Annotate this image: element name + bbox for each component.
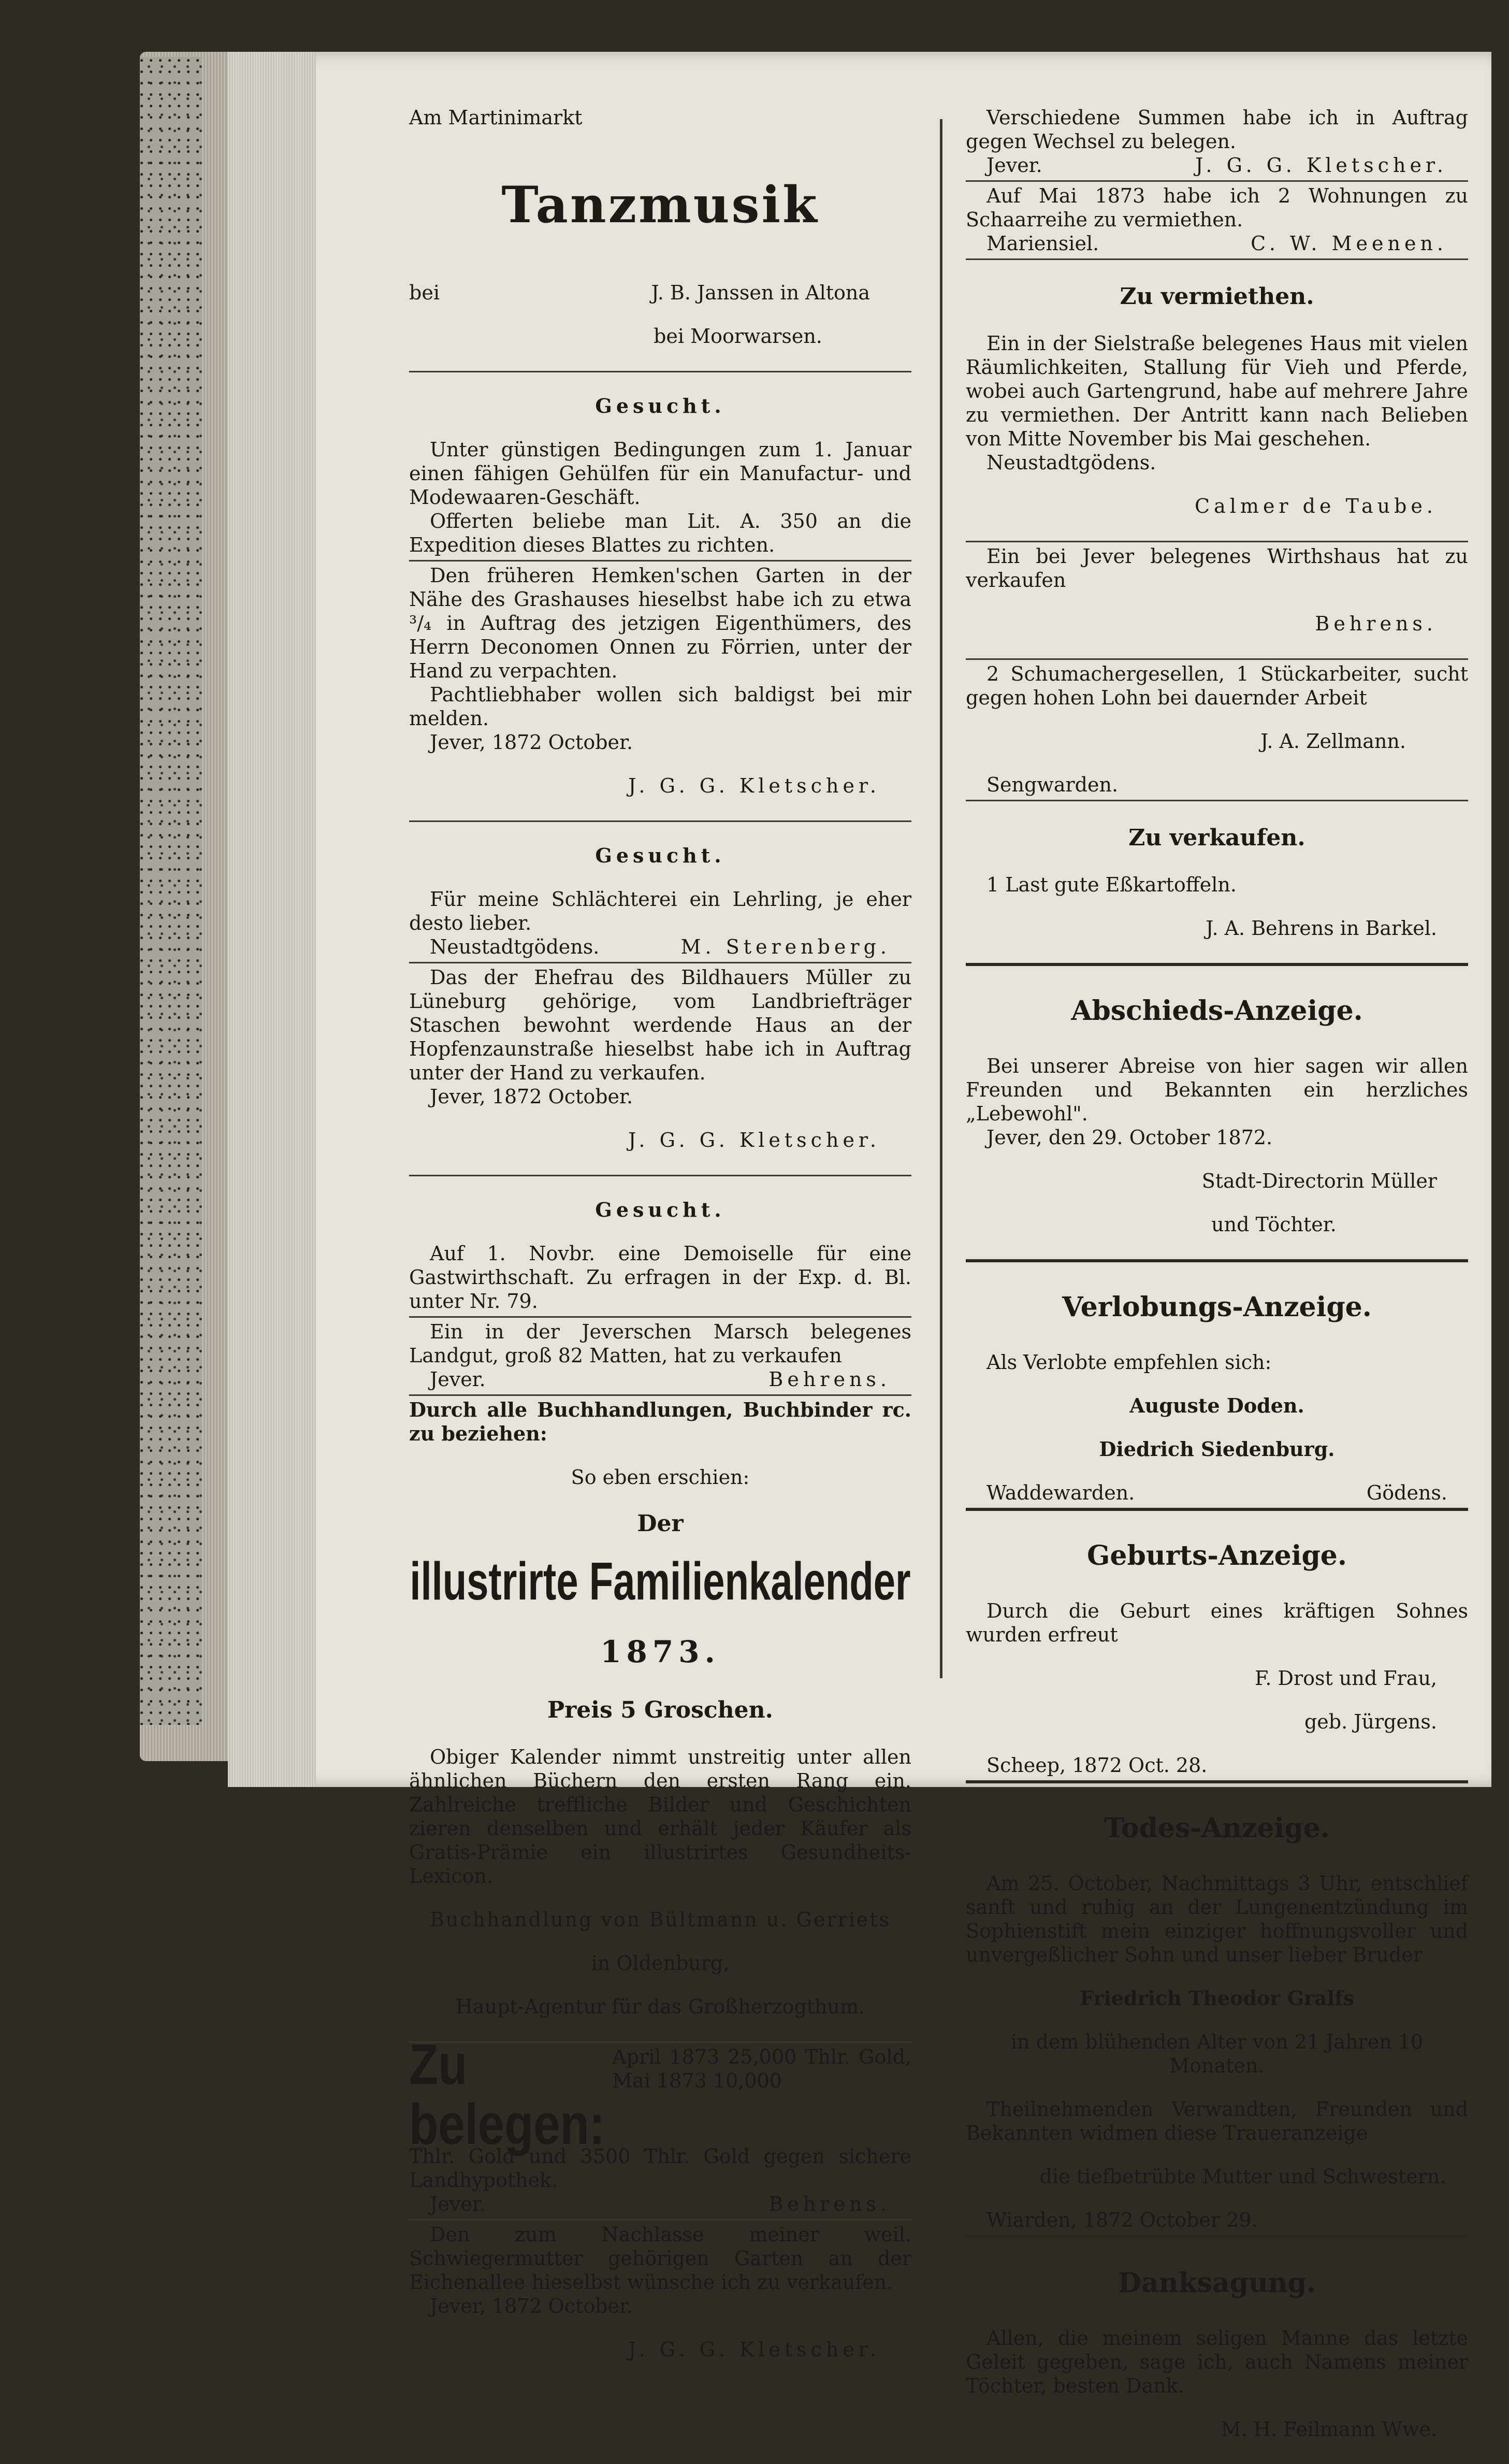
vermiethen-place: Neustadtgödens. (986, 451, 1156, 474)
verlobung-text: Als Verlobte empfehlen sich: (986, 1351, 1272, 1374)
garten-text: Den früheren Hemken'schen Garten in der Nähe des Grashauses hieselbst habe ich zu etwa ³/₄ in Auftrag des jetzigen Eigenthümers, des Herrn Deconomen Onnen zu Förrien, unter der Hand zu verpachten. (409, 564, 911, 682)
tanz-name: J. B. Janssen in Altona (651, 281, 870, 304)
summen-signature: J. G. G. Kletscher. (1195, 154, 1447, 177)
dank-heading: Danksagung. (1118, 2267, 1316, 2299)
kalender-intro: Durch alle Buchhandlungen, Buchbinder rc. zu beziehen: (409, 1398, 911, 1445)
todes-text-3: Theilnehmenden Verwandten, Freunden und Bekannten widmen diese Traueranzeige (966, 2098, 1468, 2144)
gesucht3-text: Auf 1. Novbr. eine Demoiselle für eine Gastwirthschaft. Zu erfragen in der Exp. d. Bl. unter Nr. 79. (409, 1242, 911, 1313)
todes-date: Wiarden, 1872 October 29. (986, 2209, 1258, 2231)
ad-wirthshaus (966, 542, 1468, 660)
todes-name: Friedrich Theodor Gralfs (1080, 1986, 1354, 2010)
ad-danksagung (966, 2238, 1468, 2464)
verkaufen-text: 1 Last gute Eßkartoffeln. (986, 873, 1237, 896)
belegen-signature: Behrens. (768, 2193, 891, 2215)
wirthshaus-text: Ein bei Jever belegenes Wirthshaus hat zu verkaufen (966, 545, 1468, 592)
tanz-line1: Am Martinimarkt (409, 106, 583, 129)
ad-gesucht-3 (409, 1176, 911, 1318)
gesucht1-heading: Gesucht. (595, 394, 726, 417)
verlobung-name-1: Auguste Doden. (1129, 1394, 1304, 1417)
kalender-soeben: So eben erschien: (571, 1466, 750, 1489)
left-column (409, 104, 911, 2384)
geburt-signature-2: geb. Jürgens. (1304, 1710, 1437, 1733)
belegen-text1: April 1873 25,000 Thlr. Gold, Mai 1873 10,000 (612, 2045, 911, 2092)
kalender-city: in Oldenburg, (591, 1952, 730, 1975)
wohnungen-text: Auf Mai 1873 habe ich 2 Wohnungen zu Schaarreihe zu vermiethen. (966, 184, 1468, 231)
geburt-date: Scheep, 1872 Oct. 28. (986, 1754, 1208, 1777)
landgut-text: Ein in der Jeverschen Marsch belegenes Landgut, groß 82 Matten, hat zu verkaufen (409, 1320, 911, 1367)
abschied-signature-2: und Töchter. (1211, 1213, 1337, 1236)
geburt-text: Durch die Geburt eines kräftigen Sohnes wurden erfreut (966, 1600, 1468, 1646)
nachlass-text: Den zum Nachlasse meiner weil. Schwiegermutter gehörigen Garten an der Eichenallee hieselbst wünsche ich zu verkaufen. (409, 2223, 911, 2294)
dank-signature: M. H. Feilmann Wwe. (1221, 2418, 1437, 2441)
schumacher-signature: J. A. Zellmann. (1260, 730, 1406, 753)
gesucht2-text: Für meine Schlächterei ein Lehrling, je eher desto lieber. (409, 888, 911, 934)
garten-text2: Pachtliebhaber wollen sich baldigst bei mir melden. (409, 683, 911, 730)
ad-nachlass (409, 2221, 911, 2384)
schumacher-place: Sengwarden. (986, 773, 1119, 796)
todes-signature: die tiefbetrübte Mutter und Schwestern. (1039, 2165, 1446, 2188)
vermiethen-text: Ein in der Sielstraße belegenes Haus mit vielen Räumlichkeiten, Stallung für Vieh und Pferde, wobei auch Gartengrund, habe auf mehrere Jahre zu vermiethen. Der Antritt kann nach Belieben von Mitte November bis Mai geschehen. (966, 332, 1468, 450)
belegen-text2: Thlr. Gold und 3500 Thlr. Gold gegen sichere Landhypothek. (409, 2145, 911, 2192)
vermiethen-heading: Zu vermiethen. (1120, 283, 1314, 310)
nachlass-signature: J. G. G. Kletscher. (628, 2338, 880, 2361)
todes-text-2: in dem blühenden Alter von 21 Jahren 10 Monaten. (1010, 2030, 1424, 2077)
verlobung-place-2: Gödens. (1366, 1481, 1447, 1504)
page-stack (228, 52, 316, 1787)
ad-zu-belegen (409, 2033, 911, 2221)
haus-date: Jever, 1872 October. (430, 1085, 633, 1108)
abschied-heading: Abschieds-Anzeige. (1071, 995, 1363, 1027)
belegen-place: Jever. (430, 2193, 486, 2215)
gesucht1-text2: Offerten beliebe man Lit. A. 350 an die Expedition dieses Blattes zu richten. (409, 510, 911, 556)
summen-text: Verschiedene Summen habe ich in Auftrag gegen Wechsel zu belegen. (966, 106, 1468, 153)
gesucht3-heading: Gesucht. (595, 1198, 726, 1221)
gesucht2-signature: M. Sterenberg. (680, 935, 891, 958)
wohnungen-place: Mariensiel. (986, 232, 1099, 255)
abschied-date: Jever, den 29. October 1872. (986, 1126, 1273, 1149)
ad-landgut (409, 1318, 911, 1396)
garten-date: Jever, 1872 October. (430, 731, 633, 754)
ad-schumacher (966, 660, 1468, 801)
kalender-agency: Haupt-Agentur für das Großherzogthum. (455, 1995, 865, 2018)
verlobung-place-1: Waddewarden. (986, 1481, 1135, 1504)
ad-verlobung (966, 1262, 1468, 1511)
vermiethen-signature: Calmer de Taube. (1195, 495, 1437, 517)
ad-zu-verkaufen (966, 801, 1468, 966)
ad-todes (966, 1783, 1468, 2238)
ad-summen (966, 104, 1468, 182)
verkaufen-heading: Zu verkaufen. (1128, 825, 1305, 851)
summen-place: Jever. (986, 154, 1042, 177)
todes-heading: Todes-Anzeige. (1104, 1812, 1330, 1844)
tanz-bei: bei (409, 281, 440, 304)
landgut-signature: Behrens. (768, 1368, 891, 1391)
ad-geburt (966, 1511, 1468, 1783)
dank-text: Allen, die meinem seligen Manne das letzte Geleit gegeben, sage ich, auch Namens meiner Töchter, besten Dank. (966, 2327, 1468, 2397)
gesucht1-text1: Unter günstigen Bedingungen zum 1. Januar einen fähigen Gehülfen für ein Manufactur- und Modewaaren-Geschäft. (409, 438, 911, 509)
gesucht2-heading: Gesucht. (595, 844, 726, 867)
ad-gesucht-1 (409, 372, 911, 561)
ad-zu-vermiethen (966, 260, 1468, 542)
kalender-shop: Buchhandlung von Bültmann u. Gerriets (429, 1908, 891, 1931)
landgut-place: Jever. (430, 1368, 486, 1391)
geburt-signature-1: F. Drost und Frau, (1254, 1667, 1437, 1690)
marbled-page-edge (140, 57, 202, 1725)
right-column (966, 104, 1468, 2464)
tanz-title: Tanzmusik (501, 176, 819, 234)
kalender-der: Der (637, 1510, 684, 1537)
kalender-year: 1873. (600, 1634, 720, 1669)
ad-garten (409, 561, 911, 822)
ad-wohnungen (966, 182, 1468, 260)
abschied-signature-1: Stadt-Directorin Müller (1201, 1170, 1437, 1192)
kalender-title: illustrirte Familienkalender (410, 1551, 911, 1611)
verkaufen-signature: J. A. Behrens in Barkel. (1206, 917, 1437, 940)
tanz-place: bei Moorwarsen. (654, 325, 822, 348)
ad-haus (409, 963, 911, 1176)
geburt-heading: Geburts-Anzeige. (1087, 1540, 1347, 1572)
ad-familienkalender (409, 1396, 911, 2043)
ad-abschied (966, 966, 1468, 1262)
ad-tanzmusik (409, 104, 911, 372)
kalender-text: Obiger Kalender nimmt unstreitig unter allen ähnlichen Büchern den ersten Rang ein. Zahlreiche treffliche Bilder und Geschichten zieren denselben und erhält jeder Käufer als Gratis-Prämie ein illustrirtes Gesundheits-Lexicon. (409, 1746, 911, 1887)
ad-gesucht-2 (409, 822, 911, 963)
nachlass-date: Jever, 1872 October. (430, 2295, 633, 2317)
garten-signature: J. G. G. Kletscher. (628, 774, 880, 797)
haus-signature: J. G. G. Kletscher. (628, 1129, 880, 1151)
haus-text: Das der Ehefrau des Bildhauers Müller zu Lüneburg gehörige, vom Landbriefträger Staschen bewohnt werdende Haus an der Hopfenzaunstraße hieselbst habe ich in Auftrag unter der Hand zu verkaufen. (409, 966, 911, 1084)
wohnungen-signature: C. W. Meenen. (1251, 232, 1447, 255)
todes-text-1: Am 25. October, Nachmittags 3 Uhr, entschlief sanft und ruhig an der Lungenentzündung im Sophienstift mein einziger hoffnungsvoller und unvergeßlicher Sohn und unser lieber Bruder (966, 1872, 1468, 1966)
column-divider (940, 119, 942, 1678)
wirthshaus-signature: Behrens. (1315, 612, 1437, 635)
verlobung-name-2: Diedrich Siedenburg. (1099, 1437, 1335, 1461)
abschied-text: Bei unserer Abreise von hier sagen wir allen Freunden und Bekannten ein herzliches „Lebewohl". (966, 1055, 1468, 1125)
belegen-title: Zu belegen: (409, 2033, 605, 2156)
schumacher-text: 2 Schumachergesellen, 1 Stückarbeiter, sucht gegen hohen Lohn bei dauernder Arbeit (966, 662, 1468, 709)
kalender-price: Preis 5 Groschen. (547, 1697, 773, 1723)
verlobung-heading: Verlobungs-Anzeige. (1062, 1291, 1372, 1323)
gesucht2-place: Neustadtgödens. (430, 935, 600, 958)
